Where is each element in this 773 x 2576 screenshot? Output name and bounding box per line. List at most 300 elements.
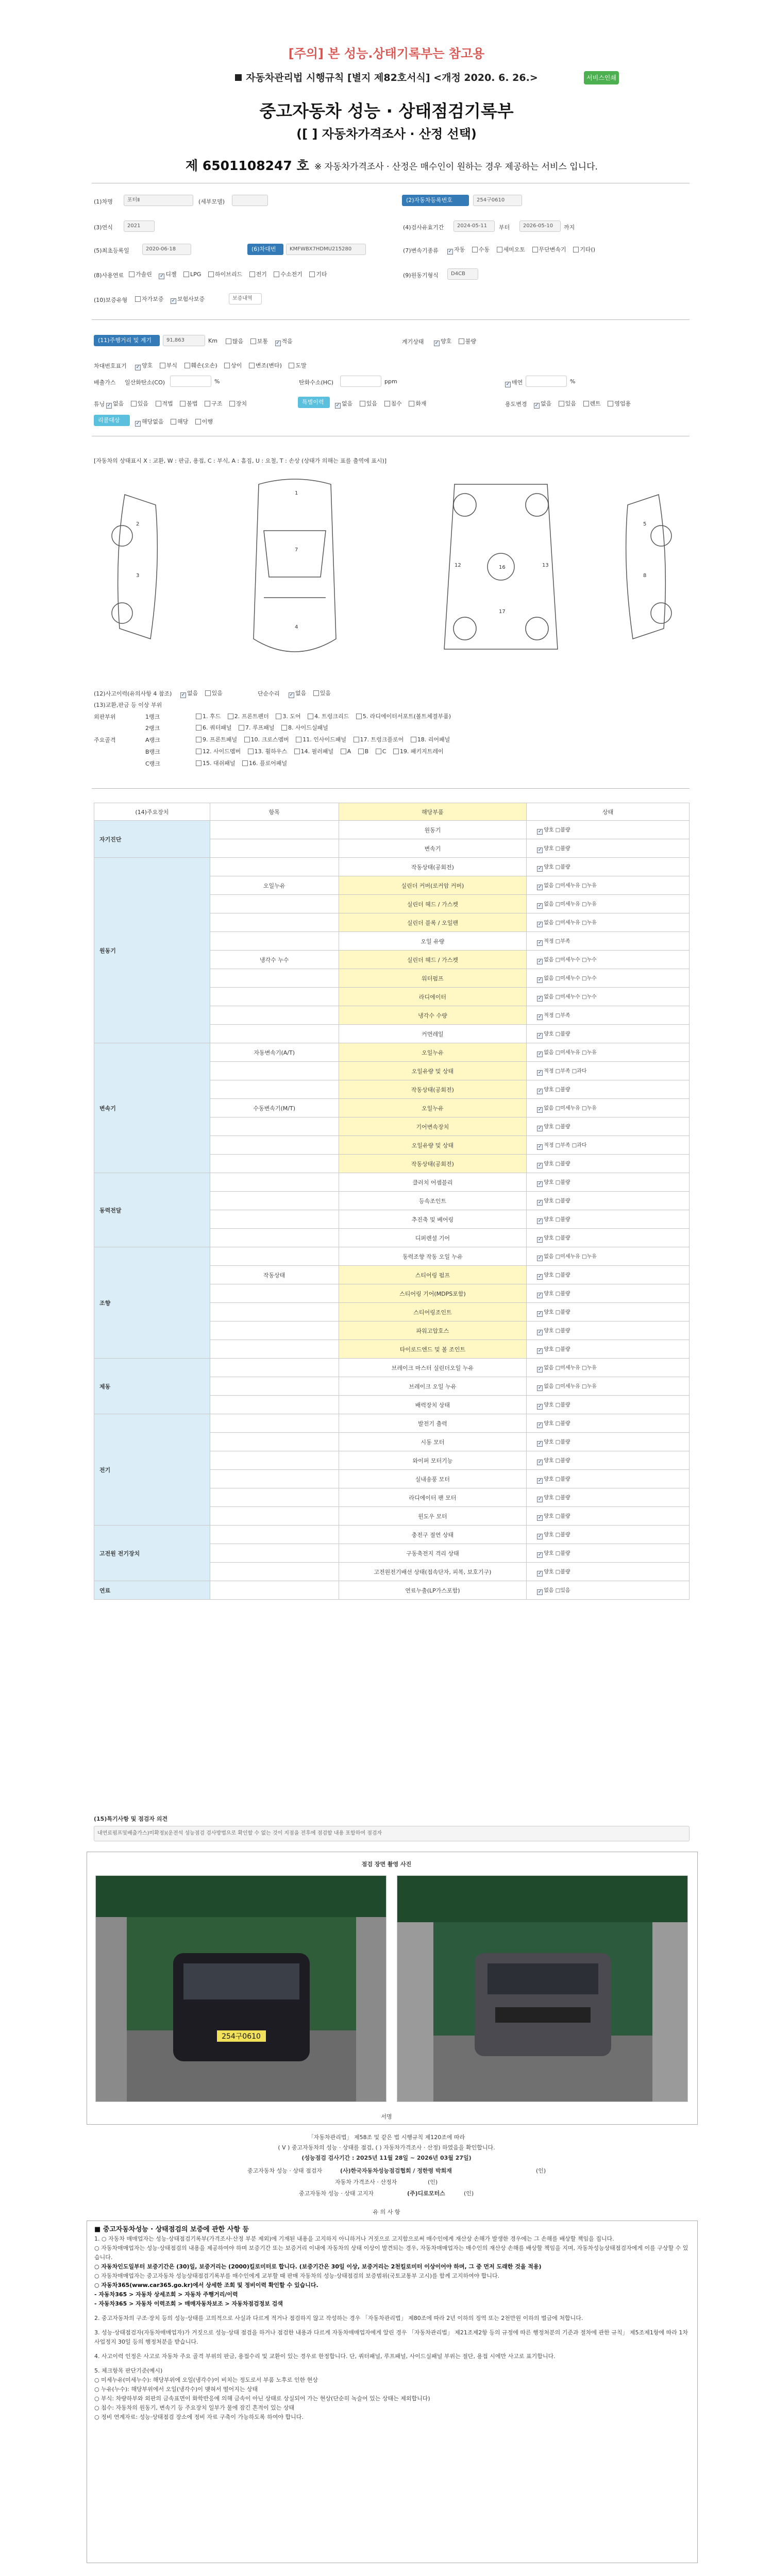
opt-gasoline[interactable]: 가솔린 [129,271,152,278]
checkbox-icon [309,272,315,277]
opt-tuning-device[interactable]: 장치 [229,400,247,407]
checkbox-icon [171,419,176,425]
status-cell[interactable] [527,969,690,988]
status-text: 없음 □미세누유 □누유 [544,1383,597,1389]
status-text: 적정 □부족 [544,1012,570,1019]
opt-frameB[interactable]: 19. 패키지트레이 [393,748,444,755]
status-text: 양호 □불량 [544,1458,570,1464]
opt-tuning-legal[interactable]: 적법 [156,400,173,407]
model-label: (1)차명 [94,198,113,205]
opt-frameC[interactable]: 16. 플로어패널 [242,760,287,767]
opt-normal[interactable]: 보통 [250,338,268,345]
inspection-table [94,803,690,1600]
table-row [94,1173,690,1192]
status-cell[interactable] [527,839,690,858]
opt-frameB[interactable]: A [341,748,351,755]
opt-special-fire[interactable]: 화재 [409,400,426,407]
opt-vin-good[interactable]: ✓ 양호 [136,362,153,370]
year-field[interactable]: 2021 [124,221,155,232]
opt-manual[interactable]: 수동 [472,246,490,253]
inspection-body [94,821,690,1600]
rankC-label: C랭크 [145,760,160,767]
item-cell: 타이로드엔드 및 볼 조인트 [339,1340,527,1359]
opt-frameA[interactable]: 18. 리어패널 [411,736,450,743]
status-cell[interactable] [527,1544,690,1563]
frameC-options [196,759,292,767]
price-assessor-seal: (인) [428,2179,438,2185]
special-history-options [335,399,432,409]
checkbox-icon: ✓ [537,828,542,834]
status-cell[interactable] [527,1581,690,1600]
checkbox-icon [224,363,230,368]
status-text: 양호 □불량 [544,1420,570,1427]
category-cell: 동력전달 [94,1173,210,1247]
sub-cell [210,1451,339,1470]
table-row [94,1247,690,1266]
mileage-field[interactable]: 91,863 [163,335,205,346]
note-p7: - 자동차365 > 자동차 이력조회 > 매매자동차보조 > 자동차점검정보 검색 [94,2300,283,2307]
status-text: 없음 □미세누수 □누수 [544,957,597,963]
status-cell[interactable] [527,1507,690,1526]
item-cell: 스티어링조인트 [339,1303,527,1321]
valid-to-field[interactable]: 2026-05-10 [519,221,561,232]
opt-frameB[interactable]: C [376,748,386,755]
status-cell[interactable] [527,913,690,932]
opinion-label: (15)특기사항 및 점검자 의견 [94,1816,168,1822]
car-photo-icon [397,1876,688,2102]
checkbox-icon [249,363,255,368]
opt-frameA[interactable]: 9. 프론트패널 [196,736,237,743]
part-number: 1 [295,490,298,496]
detail-model-field[interactable] [232,195,268,206]
status-cell[interactable] [527,1284,690,1303]
opt-electric[interactable]: 전기 [249,271,267,278]
sub-cell [210,1247,339,1266]
note-p4: ○ 자동차매매업자는 중고자동차 성능상태점검기록부를 매수인에게 교부할 때 판매 자동차의 성능·상태점검의 보증범위(국토교통부 고시)를 함께 고지하여야 합니다. [94,2273,500,2279]
tuning-label: 튜닝 [94,401,105,408]
category-cell: 자기진단 [94,821,210,858]
year-label: (3)연식 [94,224,113,231]
item-cell: 오일 유량 [339,932,527,951]
opt-auto[interactable]: ✓ 자동 [448,246,465,254]
status-cell[interactable] [527,1396,690,1414]
status-text: 양호 □불량 [544,1439,570,1445]
opt-recall-done[interactable]: 이행 [195,418,213,425]
vin-field[interactable]: KMFWBX7HDMU215280 [286,244,366,255]
status-cell[interactable] [527,988,690,1006]
checkbox-icon: ✓ [537,903,542,908]
note-p3: ○ 자동차인도일부터 보증기간은 (30)일, 보증거리는 (2000)킬로미터로 합니다. (보증기간은 30일 이상, 보증거리는 2천킬로미터 이상이어야 하며, 그 중 먼저 도래한 것을 적용) [94,2263,542,2270]
special-history-label: 특별이력 [298,397,330,408]
checkbox-icon [296,737,301,742]
opt-diesel[interactable]: ✓ 디젤 [160,271,177,279]
status-cell[interactable] [527,1155,690,1173]
status-cell[interactable] [527,1359,690,1377]
recall-options [135,417,218,427]
status-cell[interactable] [527,1006,690,1025]
first-reg-label: (5)최초등록일 [94,247,129,254]
opt-vin-damaged[interactable]: 훼손(오손) [184,362,217,369]
car-right-side-icon [626,495,671,639]
opt-few[interactable]: ✓ 적음 [276,338,293,346]
opt-hydrogen[interactable]: 수소전기 [274,271,303,278]
checkbox-icon: ✓ [537,1496,542,1502]
status-cell[interactable] [527,1470,690,1488]
print-button[interactable]: 서비스인쇄 [584,71,619,84]
checkbox-icon [583,401,589,406]
opt-use-rent[interactable]: 렌트 [583,400,601,407]
opt-recall-yes[interactable]: 해당 [171,418,188,425]
checkbox-icon: ✓ [537,1032,542,1038]
opt-tuning-yes[interactable]: 있음 [131,400,148,407]
item-cell: 배력장치 상태 [339,1396,527,1414]
item-cell: 실린더 헤드 / 가스켓 [339,951,527,969]
opt-accident-none[interactable]: ✓ 없음 [181,690,198,698]
opt-outer2[interactable]: 8. 사이드실패널 [281,724,328,731]
checkbox-icon [308,714,313,719]
simple-repair-options [289,689,336,698]
item-cell: 오일유량 및 상태 [339,1136,527,1155]
status-text: 없음 □있음 [544,1587,570,1594]
checkbox-icon: ✓ [537,1348,542,1353]
valid-to-suffix: 까지 [564,224,575,231]
checkbox-icon: ✓ [537,1088,542,1094]
opt-lpg[interactable]: LPG [183,271,201,278]
status-text: 양호 □불량 [544,1495,570,1501]
checkbox-icon [532,247,538,252]
status-cell[interactable] [527,1526,690,1544]
checkbox-icon [242,760,248,766]
checkbox-icon [196,737,201,742]
engine-type-field[interactable]: D4CB [447,268,478,280]
sub-cell [210,1080,339,1099]
mileage-label: (11)주행거리 및 계기상태 [94,335,160,346]
checkbox-icon [559,401,564,406]
checkbox-icon: ✓ [537,866,542,871]
status-cell[interactable] [527,1488,690,1507]
sub-cell [210,1433,339,1451]
opt-many[interactable]: 많음 [226,338,243,345]
item-cell: 실린더 블록 / 오일팬 [339,913,527,932]
sub-cell [210,1340,339,1359]
status-cell[interactable] [527,1563,690,1581]
status-text: 양호 □불량 [544,1476,570,1482]
opt-gauge-good[interactable]: ✓ 양호 [434,338,452,346]
status-cell[interactable] [527,1025,690,1043]
status-text: 양호 □불량 [544,1179,570,1185]
opt-semi[interactable]: 세미오토 [497,246,526,253]
opt-repair-yes[interactable]: 있음 [313,690,331,697]
status-cell[interactable] [527,1340,690,1359]
checkbox-icon [156,401,161,406]
warranty-detail-button[interactable]: 보증내역 [229,293,262,304]
transmission-options [447,245,600,255]
emission-co-field[interactable] [170,376,211,387]
opinion-field[interactable]: 내연료펌프및배출가스)미확정)(운전석 성능점검 검사방법으로 확인할 수 없는 것이 지점을 전후에 점검할 내용 포함하여 점검자 [94,1826,690,1841]
status-text: 없음 □미세누유 □누유 [544,920,597,926]
status-cell[interactable] [527,876,690,895]
status-cell[interactable] [527,1117,690,1136]
diagram-legend: [자동차의 상태표시 X : 교환, W : 판금, 용접, C : 부식, A : 흠집, U : 요철, T : 손상 (상태가 의해는 표를 출역에 표시)] [94,457,387,464]
opt-repair-none[interactable]: ✓ 없음 [289,690,307,698]
status-cell[interactable] [527,1173,690,1192]
note-p5: ○ 자동차365(www.car365.go.kr)에서 상세한 조회 및 정비이력 확인할 수 있습니다. [94,2282,318,2289]
checkbox-icon: ✓ [537,1255,542,1261]
opt-outer1[interactable]: 5. 라디에이터서포트(볼트체결부품) [356,713,451,720]
opt-accident-yes[interactable]: 있음 [205,690,223,697]
checkbox-icon: ✓ [107,403,111,408]
opt-frameB[interactable]: 13. 휠하우스 [248,748,288,755]
checkbox-icon [276,714,281,719]
sub-cell [210,932,339,951]
opt-tuning-structure[interactable]: 구조 [205,400,222,407]
sub-cell [210,969,339,988]
sub-cell [210,1155,339,1173]
item-cell: 브레이크 마스터 실린더오일 누유 [339,1359,527,1377]
reg-number-label: (2)자동차등록번호 [402,195,469,206]
opt-recall-na[interactable]: ✓ 해당없음 [136,418,164,426]
opt-outer1[interactable]: 4. 트렁크리드 [308,713,349,720]
checkbox-icon [184,363,190,368]
sub-cell [210,1470,339,1488]
status-text: 없음 □미세누유 □누유 [544,901,597,907]
category-cell: 제동 [94,1359,210,1414]
opt-frameA[interactable]: 11. 인사이드패널 [296,736,346,743]
gauge-label: 계기상태 [402,338,424,345]
status-text: 양호 □불량 [544,1087,570,1093]
emission-smoke-field[interactable] [526,376,567,387]
sub-cell [210,1396,339,1414]
part-number: 7 [295,547,298,553]
sub-cell [210,1025,339,1043]
checkbox-icon [376,749,381,754]
item-cell: 냉각수 수량 [339,1006,527,1025]
reg-number-field[interactable]: 254구0610 [473,195,522,206]
status-cell[interactable] [527,1266,690,1284]
accident-label: (12)사고이력(유의사항 4 참조) [94,690,172,697]
status-text: 없음 □미세누유 □누유 [544,1253,597,1260]
status-cell[interactable] [527,1377,690,1396]
rank2-label: 2랭크 [145,725,160,732]
opt-frameB[interactable]: 14. 필러패널 [294,748,334,755]
opt-gauge-bad[interactable]: 불량 [459,338,476,345]
note-p6: - 자동차365 > 자동차 상세조회 > 자동차 주행거리/이력 [94,2291,238,2298]
opt-vin-corrosion[interactable]: 부식 [160,362,177,369]
status-text: 양호 □불량 [544,1161,570,1167]
accident-options [180,689,228,698]
checkbox-icon: ✓ [537,1274,542,1279]
opt-use-none[interactable]: ✓ 없음 [534,400,552,408]
part-number: 13 [542,563,549,568]
opt-hybrid[interactable]: 하이브리드 [208,271,242,278]
sub-cell [210,1173,339,1192]
item-cell: 브레이크 오일 누유 [339,1377,527,1396]
checkbox-icon [341,749,346,754]
checkbox-icon: ✓ [335,403,340,408]
status-cell[interactable] [527,1303,690,1321]
status-text: 양호 □불량 [544,1346,570,1352]
opt-special-yes[interactable]: 있음 [360,400,377,407]
sub-cell: 오일누유 [210,876,339,895]
part-number: 3 [136,573,140,579]
checkbox-icon [239,725,244,731]
category-cell: 변속기 [94,1043,210,1173]
mileage-options [226,337,298,346]
checkbox-icon: ✓ [537,1218,542,1224]
emission-hc-field[interactable] [340,376,381,387]
sub-cell [210,1284,339,1303]
checkbox-icon [160,363,165,368]
status-cell[interactable] [527,1080,690,1099]
status-cell[interactable] [527,1229,690,1247]
status-cell[interactable] [527,1210,690,1229]
opt-self-warranty[interactable]: 자가보증 [135,296,164,302]
sub-cell: 냉각수 누수 [210,951,339,969]
opt-frameB[interactable]: 12. 사이드멤버 [196,748,241,755]
page-title: 중고자동차 성능 · 상태점검기록부 [259,101,514,121]
divider [92,319,690,320]
status-cell[interactable] [527,821,690,839]
opt-other[interactable]: 기타() [573,246,595,253]
col-header: 해당부품 [339,803,527,821]
outer2-options [196,723,333,732]
law-reference [0,70,773,84]
status-text: 적정 □부족 [544,938,570,944]
checkbox-icon: ✓ [136,365,140,370]
opt-outer1[interactable]: 3. 도어 [276,713,300,720]
opt-tuning-illegal[interactable]: 불법 [180,400,197,407]
status-cell[interactable] [527,1321,690,1340]
opt-tuning-none[interactable]: ✓ 없음 [107,400,124,408]
opt-use-yes[interactable]: 있음 [559,400,576,407]
fuel-options [129,270,332,279]
opt-frameA[interactable]: 17. 트렁크플로어 [354,736,404,743]
inspection-photo-front [95,1875,386,2102]
checkbox-icon [228,714,233,719]
item-cell: 연료누출(LP가스포함) [339,1581,527,1600]
item-cell: 스티어링 펌프 [339,1266,527,1284]
status-text: 양호 □불량 [544,1031,570,1037]
checkbox-icon [248,749,254,754]
status-text: 양호 □불량 [544,845,570,852]
table-row [94,858,690,876]
inspector-value: (사)한국자동차성능점검협회 / 정한령 박희재 [340,2167,452,2174]
divider [92,788,690,789]
checkbox-icon: ✓ [537,1311,542,1316]
notice-banner: [주의] 본 성능.상태기록부는 참고용 [288,46,485,61]
opt-frameB[interactable]: B [358,748,369,755]
status-cell[interactable] [527,1062,690,1080]
notifier-seal: (인) [464,2190,474,2197]
opt-outer2[interactable]: 7. 루프패널 [239,724,275,731]
checkbox-icon [180,401,186,406]
status-cell[interactable] [527,1043,690,1062]
opt-special-flood[interactable]: 침수 [384,400,402,407]
status-cell[interactable] [527,1247,690,1266]
checkbox-icon: ✓ [537,1385,542,1391]
sign-caption: 서명 [381,2113,392,2120]
opt-special-none[interactable]: ✓ 없음 [335,400,353,408]
status-cell[interactable] [527,932,690,951]
engine-type-label: (9)원동기형식 [403,272,439,279]
opt-vin-different[interactable]: 상이 [224,362,242,369]
inspection-valid-label: (4)검사유효기간 [403,224,444,231]
col-header: 항목 [210,803,339,821]
status-cell[interactable] [527,1099,690,1117]
checkbox-icon: ✓ [537,977,542,982]
checkbox-icon: ✓ [537,1515,542,1520]
opt-outer1[interactable]: 1. 후드 [196,713,221,720]
document-number: 제 6501108247 호 [186,158,309,173]
checkbox-icon: ✓ [537,1107,542,1112]
first-reg-field[interactable]: 2020-06-18 [142,244,191,255]
valid-from-field[interactable]: 2024-05-11 [453,221,495,232]
use-change-options [534,399,636,409]
opt-fuel-other[interactable]: 기타 [309,271,327,278]
checkbox-icon: ✓ [171,298,176,303]
transmission-label: (7)변속기종류 [403,247,439,254]
model-field[interactable]: 포터Ⅱ [124,195,193,206]
vin-label: (6)차대번호 [247,244,283,255]
status-cell[interactable] [527,858,690,876]
item-cell: 라디에이터 [339,988,527,1006]
use-change-label: 용도변경 [505,401,527,408]
opt-frameA[interactable]: 10. 크로스멤버 [244,736,289,743]
opt-frameC[interactable]: 15. 대쉬패널 [196,760,236,767]
status-cell[interactable] [527,1136,690,1155]
status-cell[interactable] [527,1414,690,1433]
checkbox-icon: ✓ [537,1366,542,1372]
frameB-options [196,747,449,755]
checkbox-icon: ✓ [537,1199,542,1205]
notifier-value: (주)디로모터스 [407,2190,445,2197]
opt-outer1[interactable]: 2. 프론트펜더 [228,713,269,720]
sub-cell [210,1488,339,1507]
sub-cell [210,1303,339,1321]
status-cell[interactable] [527,951,690,969]
status-text: 없음 □미세누유 □누유 [544,1365,597,1371]
status-cell[interactable] [527,1451,690,1470]
opt-vin-painted[interactable]: 도말 [289,362,306,369]
checkbox-icon [497,247,502,252]
checkbox-icon [281,725,287,731]
simple-repair-label: 단순수리 [258,690,280,697]
status-text: 양호 □불량 [544,1513,570,1519]
status-cell[interactable] [527,1192,690,1210]
checkbox-icon [313,690,319,696]
status-cell[interactable] [527,1433,690,1451]
checkbox-icon [249,272,255,277]
opt-outer2[interactable]: 6. 쿼터패널 [196,724,232,731]
notes-head: ■ 중고자동차성능 · 상태점검의 보증에 관한 사항 등 [94,2226,249,2233]
opt-insurance-warranty[interactable]: ✓ 보험사보증 [171,296,205,303]
checkbox-icon: ✓ [537,1292,542,1298]
col-header: 상태 [527,803,690,821]
opt-cvt[interactable]: 무단변속기 [532,246,566,253]
checkbox-icon: ✓ [537,1570,542,1576]
sub-cell [210,1229,339,1247]
table-row [94,1043,690,1062]
opt-use-business[interactable]: 영업용 [608,400,631,407]
checkbox-icon: ✓ [537,1552,542,1557]
checkbox-icon [183,272,189,277]
note-p13: ○ 누유(누수): 해당부위에서 오일(냉각수)이 맺혀서 떨어지는 상태 [94,2386,258,2393]
checkbox-icon [409,401,414,406]
checkbox-icon [289,363,294,368]
sub-cell [210,821,339,839]
status-cell[interactable] [527,895,690,913]
opt-vin-altered[interactable]: 변조(변타) [249,362,282,369]
